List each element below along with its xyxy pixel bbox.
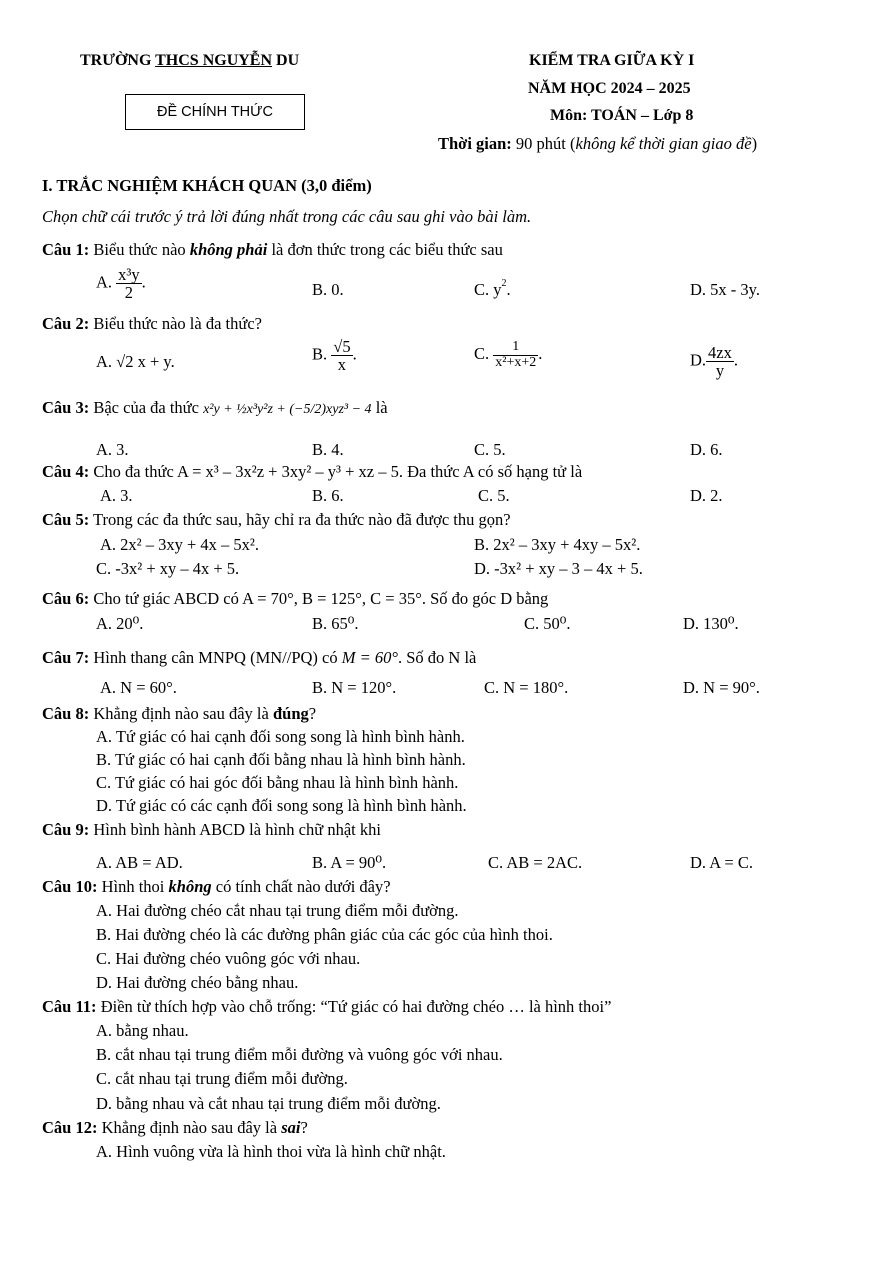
school-year: NĂM HỌC 2024 – 2025 xyxy=(528,80,691,97)
question-12: Câu 12: Khẳng định nào sau đây là sai? xyxy=(42,1118,308,1137)
q2-option-d: D. $\frac{4zx}{y}$ . xyxy=(690,343,738,381)
q6-option-d: D. 130⁰. xyxy=(683,614,739,633)
q4-option-b: B. 6. xyxy=(312,486,344,505)
q11-option-c: C. cắt nhau tại trung điểm mỗi đường. xyxy=(96,1069,348,1088)
q11-option-d: D. bằng nhau và cắt nhau tại trung điểm mỗi đường. xyxy=(96,1094,441,1113)
official-stamp: ĐỀ CHÍNH THỨC xyxy=(125,94,305,130)
q8-option-b: B. Tứ giác có hai cạnh đối bằng nhau là hình bình hành. xyxy=(96,750,466,769)
q1-option-a: A. $\frac{\text{x³y}}{2}$ . xyxy=(96,265,146,303)
q6-option-a: A. 20⁰. xyxy=(96,614,144,633)
time-line: Thời gian: 90 phút (không kể thời gian giao đề) xyxy=(438,134,758,153)
question-4: Câu 4: Cho đa thức A = x³ – 3x²z + 3xy² – y³ + xz – 5. Đa thức A có số hạng tử là xyxy=(42,462,583,481)
q5-option-d: D. -3x² + xy – 3 – 4x + 5. xyxy=(474,559,643,578)
q2-option-c: C. $\frac{1}{\text{x²+x+2}}$ . xyxy=(474,339,543,370)
q6-option-c: C. 50⁰. xyxy=(524,614,571,633)
q1-option-b: B. 0. xyxy=(312,280,344,299)
q10-option-d: D. Hai đường chéo bằng nhau. xyxy=(96,973,299,992)
q4-option-c: C. 5. xyxy=(478,486,510,505)
subject: Môn: TOÁN – Lớp 8 xyxy=(550,107,694,124)
q9-option-a: A. AB = AD. xyxy=(96,853,183,872)
q11-option-b: B. cắt nhau tại trung điểm mỗi đường và vuông góc với nhau. xyxy=(96,1045,503,1064)
q8-option-a: A. Tứ giác có hai cạnh đối song song là hình bình hành. xyxy=(96,727,465,746)
q4-option-d: D. 2. xyxy=(690,486,723,505)
q9-option-b: B. A = 90⁰. xyxy=(312,853,387,872)
q7-option-d: D. N = 90°. xyxy=(683,678,760,697)
question-10: Câu 10: Hình thoi không có tính chất nào dưới đây? xyxy=(42,877,391,896)
q5-option-b: B. 2x² – 3xy + 4xy – 5x². xyxy=(474,535,641,554)
q9-option-d: D. A = C. xyxy=(690,853,753,872)
q1-option-c: C. $y^2$. xyxy=(474,278,511,299)
exam-title: KIỂM TRA GIỮA KỲ I xyxy=(529,52,695,69)
q4-option-a: A. 3. xyxy=(100,486,133,505)
question-3: Câu 3: Bậc của đa thức x²y + ½x³y²z + (−5/2)xyz³ − 4 là xyxy=(42,398,388,417)
section-instruction: Chọn chữ cái trước ý trả lời đúng nhất trong các câu sau ghi vào bài làm. xyxy=(42,207,532,226)
q3-option-a: A. 3. xyxy=(96,440,129,459)
question-2: Câu 2: Biểu thức nào là đa thức? xyxy=(42,314,262,333)
question-5: Câu 5: Trong các đa thức sau, hãy chỉ ra đa thức nào đã được thu gọn? xyxy=(42,510,511,529)
question-1: Câu 1: Biểu thức nào không phải là đơn thức trong các biểu thức sau xyxy=(42,240,503,259)
question-8: Câu 8: Khẳng định nào sau đây là đúng? xyxy=(42,704,317,723)
q7-option-b: B. N = 120°. xyxy=(312,678,397,697)
question-9: Câu 9: Hình bình hành ABCD là hình chữ nhật khi xyxy=(42,820,381,839)
q5-option-c: C. -3x² + xy – 4x + 5. xyxy=(96,559,240,578)
q2-option-b: B. $\frac{√5}{x}$ . xyxy=(312,337,357,375)
school-name: TRƯỜNG THCS NGUYỄN DU xyxy=(80,52,300,69)
q8-option-c: C. Tứ giác có hai góc đối bằng nhau là hình bình hành. xyxy=(96,773,459,792)
q10-option-c: C. Hai đường chéo vuông góc với nhau. xyxy=(96,949,361,968)
q7-option-c: C. N = 180°. xyxy=(484,678,569,697)
question-11: Câu 11: Điền từ thích hợp vào chỗ trống: “Tứ giác có hai đường chéo … là hình thoi” xyxy=(42,997,612,1016)
q11-option-a: A. bằng nhau. xyxy=(96,1021,189,1040)
q5-option-a: A. 2x² – 3xy + 4x – 5x². xyxy=(100,535,259,554)
question-7: Câu 7: Hình thang cân MNPQ (MN//PQ) có M = 60°. Số đo N là xyxy=(42,648,477,667)
q8-option-d: D. Tứ giác có các cạnh đối song song là hình bình hành. xyxy=(96,796,467,815)
q3-option-d: D. 6. xyxy=(690,440,723,459)
q6-option-b: B. 65⁰. xyxy=(312,614,359,633)
q12-option-a: A. Hình vuông vừa là hình thoi vừa là hình chữ nhật. xyxy=(96,1142,446,1161)
q9-option-c: C. AB = 2AC. xyxy=(488,853,583,872)
q3-option-c: C. 5. xyxy=(474,440,506,459)
question-6: Câu 6: Cho tứ giác ABCD có A = 70°, B = 125°, C = 35°. Số đo góc D bằng xyxy=(42,589,549,608)
q10-option-b: B. Hai đường chéo là các đường phân giác của các góc của hình thoi. xyxy=(96,925,553,944)
q3-option-b: B. 4. xyxy=(312,440,344,459)
q2-option-a: A. √2 x + y. xyxy=(96,352,175,371)
q1-option-d: D. 5x - 3y. xyxy=(690,280,760,299)
q10-option-a: A. Hai đường chéo cắt nhau tại trung điểm mỗi đường. xyxy=(96,901,459,920)
section-title: I. TRẮC NGHIỆM KHÁCH QUAN (3,0 điểm) xyxy=(42,176,372,195)
q7-option-a: A. N = 60°. xyxy=(100,678,177,697)
